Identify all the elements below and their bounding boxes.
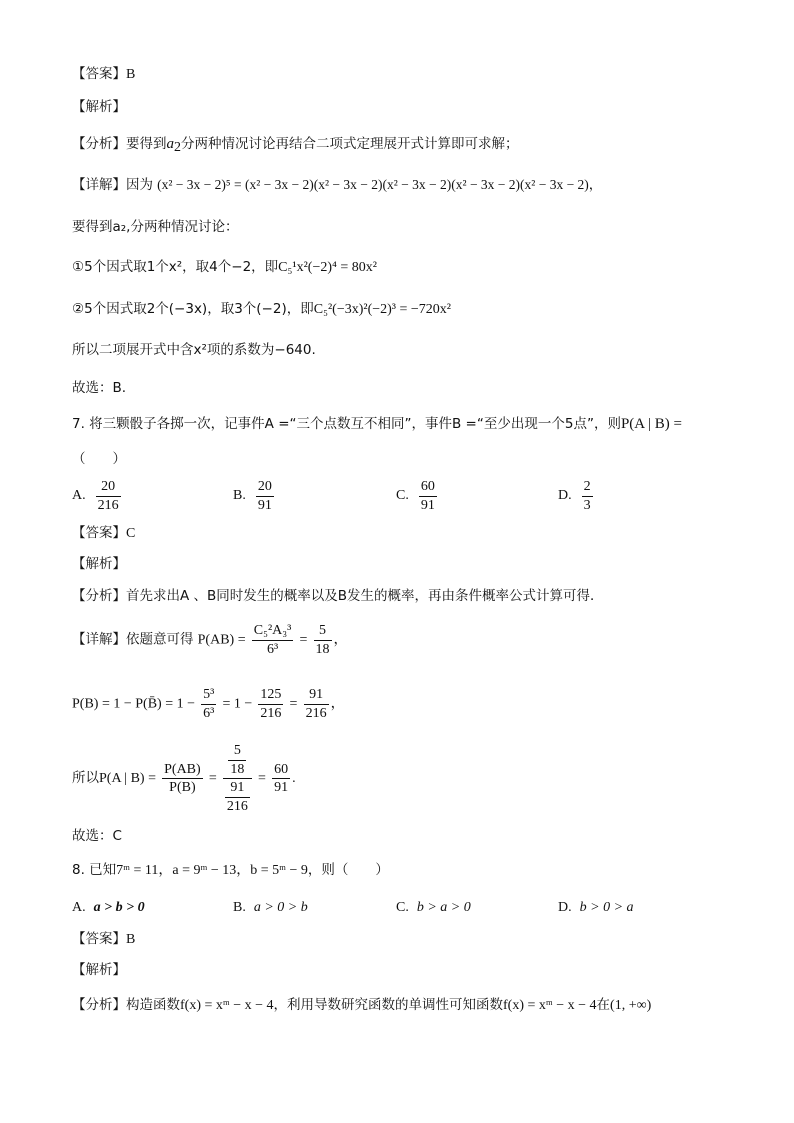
q7-fenxi-line	[72, 590, 604, 604]
option-text: b > 0 > a	[579, 900, 634, 915]
answer-value: B	[126, 932, 136, 947]
q7-stem-pre: 7. 将三颗骰子各掷一次，记事件	[72, 416, 265, 432]
answer-tag: 【答案】	[72, 931, 126, 947]
q8-option-a[interactable]	[72, 900, 145, 916]
xiangjie-tag: 【详解】	[72, 177, 126, 193]
q6-xiangjie-line	[72, 178, 602, 193]
fenxi-text: 构造函数	[126, 997, 180, 1013]
answer-value: B	[126, 67, 136, 82]
answer-value: C	[126, 526, 136, 541]
fraction-numerator: 20	[96, 478, 121, 497]
pab-fraction	[252, 622, 294, 658]
fenxi-text: 首先求出A 、B同时发生的概率以及B发生的概率，再由条件概率公式计算可得．	[126, 588, 604, 604]
q7-option-c[interactable]	[396, 478, 439, 514]
fraction-denominator: 3	[583, 497, 591, 513]
fenxi-sub: 2	[174, 140, 181, 155]
fraction-numerator: 125	[258, 686, 283, 705]
q7-cond-line	[72, 742, 296, 815]
fraction-denominator: 6³	[203, 705, 215, 721]
answer-tag: 【答案】	[72, 66, 126, 82]
pb-fraction-1	[201, 686, 216, 722]
xiangjie-tag: 【详解】	[72, 631, 126, 648]
q8-stem	[72, 864, 389, 878]
complex-numerator	[223, 742, 252, 779]
choice-text: 故选：B.	[72, 380, 127, 396]
q6-answer-line	[72, 68, 135, 82]
cond-result-fraction	[272, 761, 290, 797]
fraction-denominator: 18	[230, 761, 245, 777]
q8-option-d[interactable]	[558, 900, 634, 916]
option-label: A.	[72, 900, 86, 915]
complex-denominator	[223, 779, 252, 815]
fraction-numerator: 91	[304, 686, 329, 705]
xiangjie-text: 因为	[126, 177, 153, 193]
q7-stem-post: ，则	[593, 416, 621, 432]
case1-text: ①5个因式取1个x²，取4个−2，即	[72, 259, 279, 275]
cond-pre: 所以	[72, 770, 99, 786]
equals-sign: =	[289, 696, 298, 712]
fraction-numerator: 91	[225, 779, 250, 798]
q8-fenxi-line	[72, 999, 651, 1013]
q6-line2	[72, 221, 238, 235]
q6-conclusion	[72, 344, 316, 358]
option-label: B.	[233, 488, 246, 504]
fraction-numerator: C₅²A₃³	[252, 622, 294, 641]
fraction-denominator: 18	[315, 641, 330, 657]
fraction-denominator: 216	[305, 705, 327, 721]
fraction-numerator: 5³	[201, 686, 216, 705]
fraction-denominator: 216	[97, 497, 119, 513]
fenxi-tag: 【分析】	[72, 588, 126, 604]
q7-option-a[interactable]	[72, 478, 123, 514]
fenxi-function-2: f(x) = xᵐ − x − 4	[503, 998, 597, 1013]
fraction-numerator: P(AB)	[162, 761, 203, 780]
q6-fenxi-line	[72, 136, 519, 155]
fenxi-interval: (1, +∞)	[610, 998, 652, 1013]
analysis-tag: 【解析】	[72, 556, 126, 572]
fenxi-text-2: ，利用导数研究函数的单调性可知函数	[273, 997, 504, 1013]
xiangjie-text: 依题意可得	[126, 631, 194, 648]
case2-text: ②5个因式取2个(−3x)，取3个(−2)，即	[72, 301, 314, 317]
q8-option-b[interactable]	[233, 900, 308, 916]
analysis-tag: 【解析】	[72, 99, 126, 115]
q7-option-b[interactable]	[233, 478, 276, 514]
fraction-numerator: 60	[419, 478, 437, 497]
fraction-numerator: 60	[272, 761, 290, 780]
pb-lhs: P(B) = 1 − P(B̄) = 1 −	[72, 696, 195, 712]
answer-tag: 【答案】	[72, 525, 126, 541]
fenxi-text-2: 分两种情况讨论再结合二项式定理展开式计算即可求解；	[181, 136, 519, 152]
q7-event-b: B =“至少出现一个5点”	[452, 416, 594, 432]
inner-fraction-top	[228, 742, 246, 778]
punctuation: ，	[333, 632, 348, 648]
option-label: C.	[396, 488, 409, 504]
fenxi-text: 要得到	[126, 136, 167, 152]
fraction-denominator: 216	[226, 798, 248, 814]
option-label: A.	[72, 488, 86, 504]
option-text: a > b > 0	[93, 900, 145, 915]
punctuation: ，	[330, 696, 345, 712]
option-label: D.	[558, 488, 572, 504]
choice-text: 故选：C	[72, 828, 122, 844]
fraction-denominator: 91	[420, 497, 435, 513]
fenxi-function-1: f(x) = xᵐ − x − 4	[180, 998, 274, 1013]
option-fraction	[582, 478, 593, 514]
q7-choice	[72, 830, 122, 844]
fraction-numerator: 5	[228, 742, 246, 761]
pb-mid: = 1 −	[222, 696, 253, 712]
q7-paren	[72, 453, 126, 467]
fraction-numerator: 2	[582, 478, 593, 497]
case1-formula: C₅¹x²(−2)⁴ = 80x²	[278, 260, 377, 275]
option-label: D.	[558, 900, 572, 915]
q7-option-d[interactable]	[558, 478, 595, 514]
inner-fraction-bottom	[225, 779, 250, 815]
q7-analysis-tag	[72, 558, 126, 572]
fenxi-tag: 【分析】	[72, 136, 126, 152]
expansion-formula: (x² − 3x − 2)⁵ = (x² − 3x − 2)(x² − 3x − 2)(x² − 3x − 2)(x² − 3x − 2)(x² − 3x − 2)，	[157, 177, 603, 192]
fraction-numerator: 20	[256, 478, 274, 497]
fenxi-var: a	[166, 136, 174, 152]
q8-analysis-tag	[72, 964, 126, 978]
case2-formula: C₅²(−3x)²(−2)³ = −720x²	[313, 302, 451, 317]
fraction-denominator: P(B)	[169, 780, 196, 795]
q8-option-c[interactable]	[396, 900, 471, 916]
cond-lhs: P(A | B) =	[99, 771, 156, 786]
option-label: C.	[396, 900, 409, 915]
analysis-tag: 【解析】	[72, 962, 126, 978]
option-text: a > 0 > b	[253, 900, 308, 915]
q7-stem-mid: ，事件	[411, 416, 452, 432]
fraction-denominator: 91	[257, 497, 272, 513]
line2-text: 要得到a₂,分两种情况讨论：	[72, 219, 239, 235]
option-label: B.	[233, 900, 246, 915]
fenxi-text-3: 在	[596, 997, 611, 1013]
q7-stem-expr: P(A | B) =	[620, 416, 683, 432]
q6-choice	[72, 382, 126, 396]
fenxi-tag: 【分析】	[72, 997, 126, 1013]
equals-sign: =	[208, 771, 217, 786]
fraction-denominator: 216	[260, 705, 282, 721]
q6-analysis-tag	[72, 101, 126, 115]
pb-fraction-3	[304, 686, 329, 722]
q6-case1	[72, 261, 377, 275]
cond-fraction	[162, 761, 203, 797]
pab-lhs: P(AB) =	[197, 632, 246, 648]
q7-answer-line	[72, 527, 135, 541]
punctuation: .	[292, 771, 296, 786]
fraction-numerator: 5	[314, 622, 332, 641]
pb-fraction-2	[258, 686, 283, 722]
equals-sign: =	[258, 771, 266, 786]
pab-result-fraction	[314, 622, 332, 658]
complex-fraction	[223, 742, 252, 815]
equals-sign: =	[299, 632, 308, 648]
q7-pab-line	[72, 622, 348, 658]
conclusion-text: 所以二项展开式中含x²项的系数为−640.	[72, 342, 316, 358]
q8-stem-math: 7ᵐ = 11，a = 9ᵐ − 13，b = 5ᵐ − 9	[116, 863, 308, 878]
q8-answer-line	[72, 933, 135, 947]
option-text: b > a > 0	[416, 900, 471, 915]
option-fraction	[256, 478, 274, 514]
q7-paren-text: （ ）	[72, 451, 126, 467]
q7-pb-line	[72, 686, 345, 722]
fraction-denominator: 6³	[266, 641, 279, 657]
q6-case2	[72, 303, 451, 317]
q7-event-a: A =“三个点数互不相同”	[264, 416, 412, 432]
q8-stem-pre: 8. 已知	[72, 862, 117, 878]
q8-stem-post: ，则（ ）	[307, 862, 389, 878]
option-fraction	[96, 478, 121, 514]
fraction-denominator: 91	[274, 780, 289, 795]
option-fraction	[419, 478, 437, 514]
q7-stem	[72, 417, 682, 432]
